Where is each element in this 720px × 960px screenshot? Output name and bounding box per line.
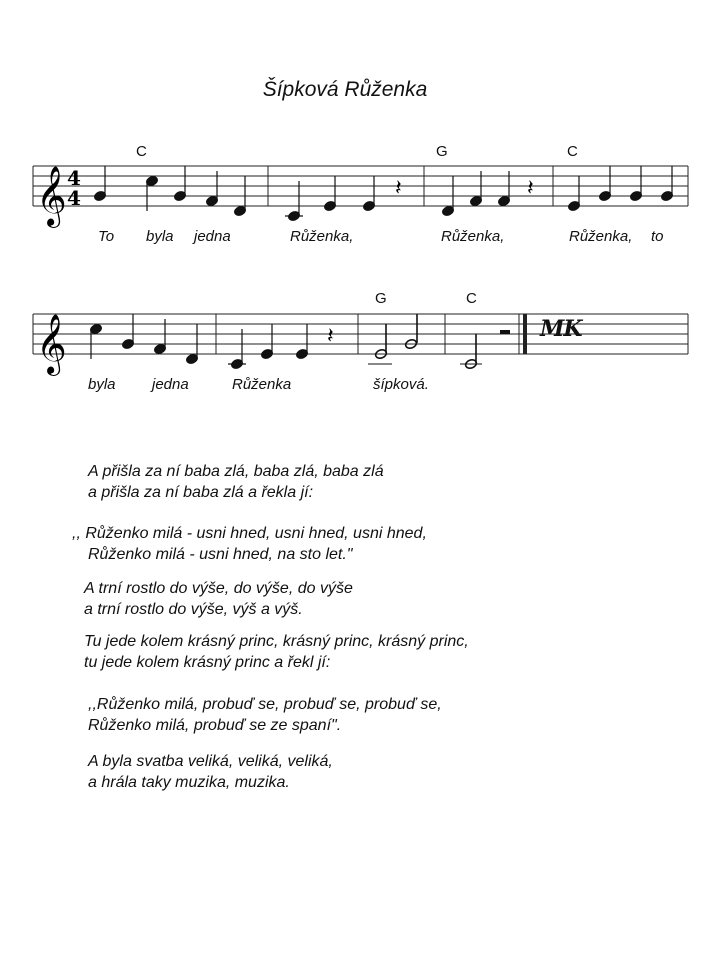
verse-3 [84, 578, 353, 620]
verse-line: a přišla za ní baba zlá a řekla jí: [88, 484, 314, 501]
verse-line: ,,Růženko milá, probuď se, probuď se, probuď se, [88, 696, 442, 713]
verse-4 [84, 631, 469, 673]
time-signature-top: 4 [67, 166, 81, 190]
verse-5 [88, 694, 442, 736]
verse-2 [72, 523, 427, 565]
lyric-syllable: Růženka, [441, 228, 505, 245]
verse-line: ,, Růženko milá - usni hned, usni hned, usni hned, [72, 525, 427, 542]
verse-line: Tu jede kolem krásný princ, krásný princ, krásný princ, [84, 633, 469, 650]
chord-symbol: G [436, 143, 448, 160]
verse-1 [88, 461, 384, 503]
quarter-rest-icon: 𝄽 [527, 176, 534, 201]
treble-clef-icon: 𝄞 [36, 166, 67, 226]
verse-line: A přišla za ní baba zlá, baba zlá, baba zlá [88, 463, 384, 480]
chord-symbol: C [466, 290, 477, 307]
lyric-syllable: šípková. [373, 376, 429, 393]
lyric-syllable: Růženka [232, 376, 292, 393]
lyric-syllable: Růženka, [290, 228, 354, 245]
song-title: Šípková Růženka [262, 78, 428, 101]
lyric-syllable: To [98, 228, 115, 245]
quarter-rest-icon: 𝄽 [395, 176, 402, 201]
lyric-syllable: to [651, 228, 664, 245]
verse-line: Růženko milá - usni hned, na sto let." [88, 546, 353, 563]
lyric-syllable: jedna [152, 376, 189, 393]
lyric-syllable: Růženka, [569, 228, 633, 245]
lyric-syllable: byla [146, 228, 174, 245]
chord-symbol: G [375, 290, 387, 307]
verse-line: tu jede kolem krásný princ a řekl jí: [84, 654, 331, 671]
verse-line: Růženko milá, probuď se ze spaní". [88, 717, 342, 734]
verse-line: a trní rostlo do výše, výš a výš. [84, 601, 303, 618]
verse-line: A trní rostlo do výše, do výše, do výše [84, 580, 353, 597]
half-rest-icon [500, 330, 510, 334]
chord-symbol: C [567, 143, 578, 160]
chord-symbol: C [136, 143, 147, 160]
quarter-rest-icon: 𝄽 [327, 324, 334, 349]
verse-line: a hrála taky muzika, muzika. [88, 774, 290, 791]
verse-6 [88, 751, 333, 793]
lyric-syllable: byla [88, 376, 116, 393]
treble-clef-icon: 𝄞 [36, 314, 67, 374]
lyric-syllable: jedna [194, 228, 231, 245]
time-signature-bottom: 4 [67, 186, 81, 210]
signature-mk: MK [540, 316, 582, 342]
verse-line: A byla svatba veliká, veliká, veliká, [88, 753, 333, 770]
